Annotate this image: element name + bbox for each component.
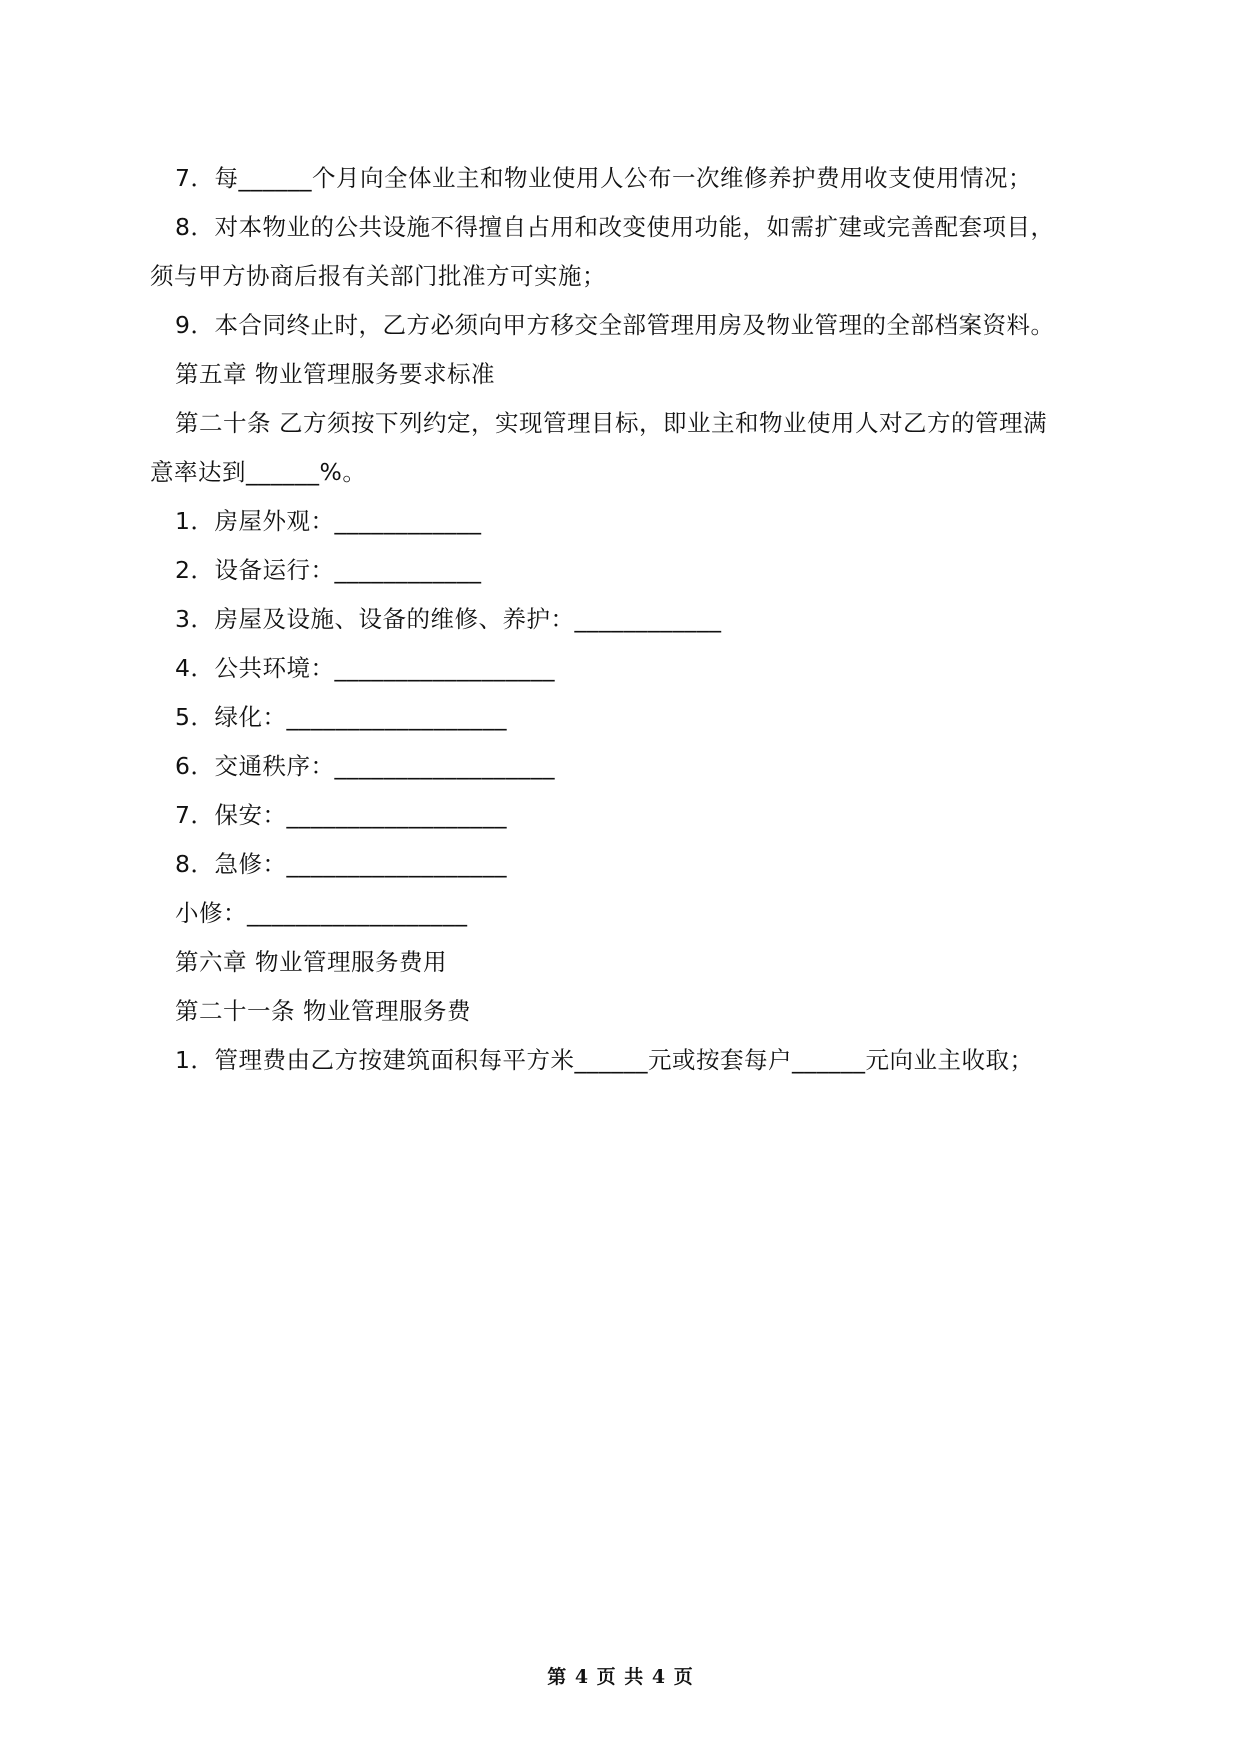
standard-item-minor-repair: 小修：__________________ bbox=[175, 899, 468, 927]
clause-line-3: 须与甲方协商后报有关部门批准方可实施； bbox=[150, 262, 606, 290]
chapter-five-heading: 第五章 物业管理服务要求标准 bbox=[175, 360, 495, 388]
standard-item-5: 5．绿化：__________________ bbox=[175, 703, 507, 731]
clause-line-4: 9．本合同终止时，乙方必须向甲方移交全部管理用房及物业管理的全部档案资料。 bbox=[175, 311, 1055, 339]
chapter-six-heading: 第六章 物业管理服务费用 bbox=[175, 948, 447, 976]
standard-item-6: 6．交通秩序：__________________ bbox=[175, 752, 555, 780]
standard-item-2: 2．设备运行：____________ bbox=[175, 556, 482, 584]
standard-item-3: 3．房屋及设施、设备的维修、养护：____________ bbox=[175, 605, 722, 633]
fee-item-1: 1．管理费由乙方按建筑面积每平方米______元或按套每户______元向业主收取； bbox=[175, 1046, 1034, 1074]
document-body bbox=[150, 154, 1090, 1085]
page-number-footer: 第 4 页 共 4 页 bbox=[547, 1666, 694, 1688]
article-twenty-line-1: 第二十条 乙方须按下列约定，实现管理目标，即业主和物业使用人对乙方的管理满 bbox=[175, 409, 1047, 437]
clause-line-2: 8．对本物业的公共设施不得擅自占用和改变使用功能，如需扩建或完善配套项目， bbox=[175, 213, 1055, 241]
clause-line-1: 7．每______个月向全体业主和物业使用人公布一次维修养护费用收支使用情况； bbox=[175, 164, 1032, 192]
standard-item-1: 1．房屋外观：____________ bbox=[175, 507, 482, 535]
standard-item-7: 7．保安：__________________ bbox=[175, 801, 507, 829]
article-twenty-one-heading: 第二十一条 物业管理服务费 bbox=[175, 997, 471, 1025]
standard-item-4: 4．公共环境：__________________ bbox=[175, 654, 555, 682]
article-twenty-line-2: 意率达到______%。 bbox=[150, 458, 367, 486]
standard-item-8: 8．急修：__________________ bbox=[175, 850, 507, 878]
